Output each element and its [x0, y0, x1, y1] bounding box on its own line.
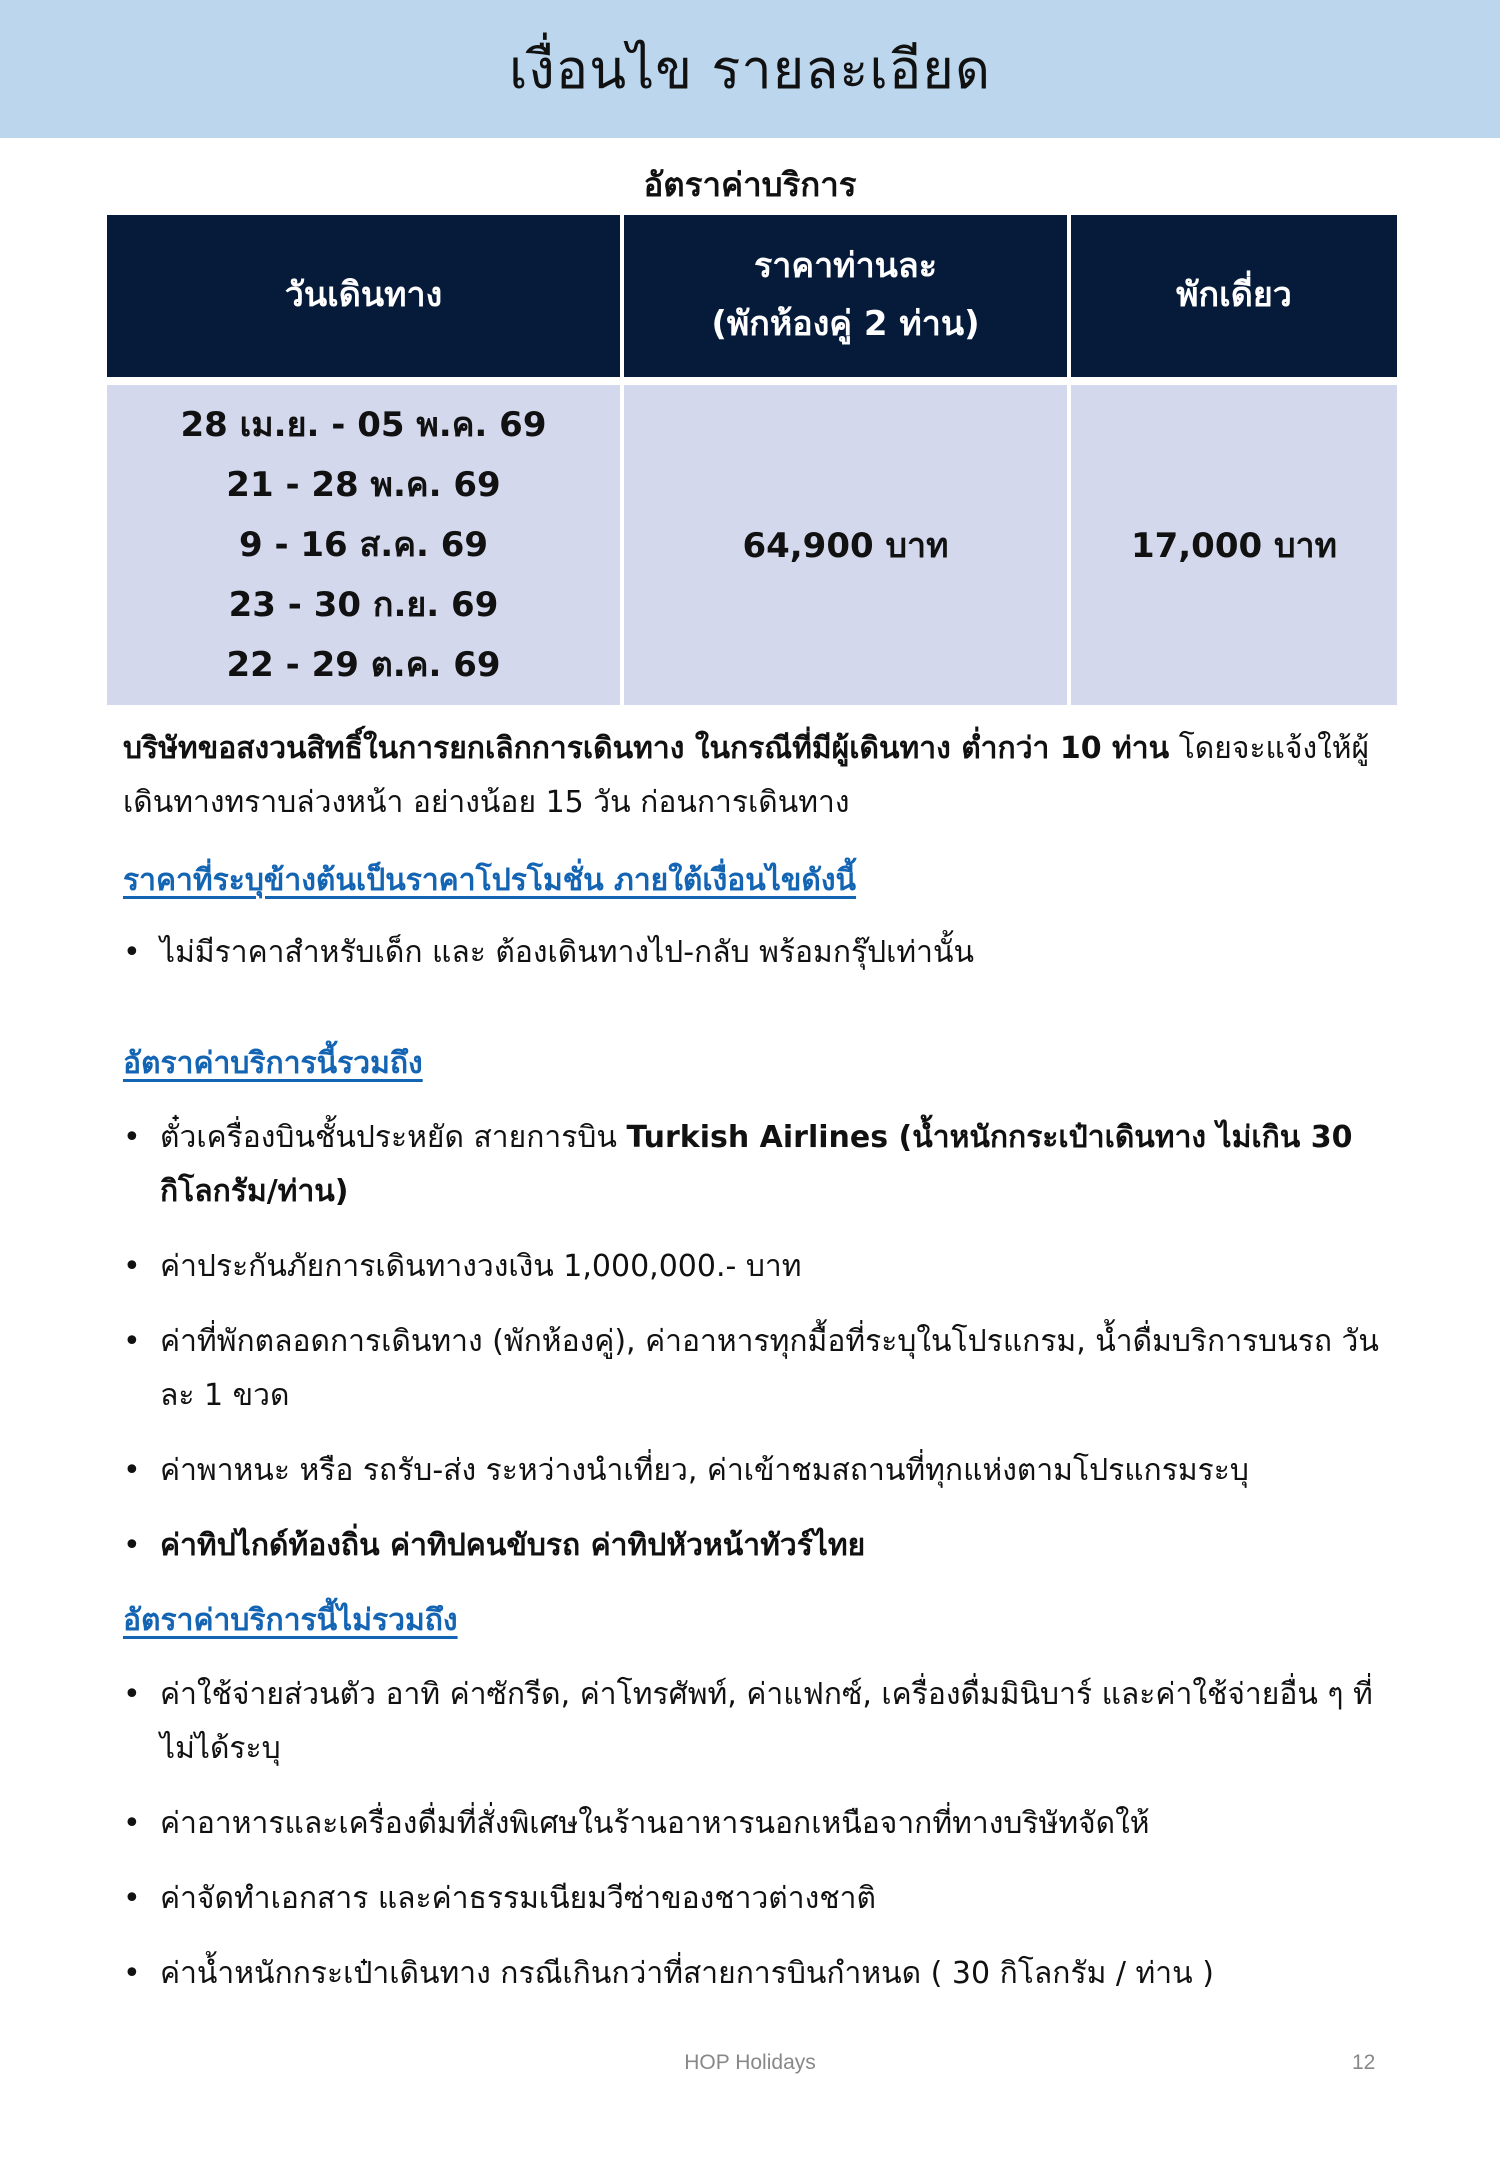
bullet-icon: • [123, 935, 141, 970]
cancellation-note [123, 722, 1393, 830]
header-price-line1: ราคาท่านละ [753, 246, 938, 287]
excludes-heading: อัตราค่าบริการนี้ไม่รวมถึง [123, 1603, 458, 1638]
promo-conditions-list [123, 926, 1393, 980]
list-item-text: ค่าที่พักตลอดการเดินทาง (พักห้องคู่), ค่าอาหารทุกมื้อที่ระบุในโปรแกรม, น้ำดื่มบริการบนรถ วันละ 1 ขวด [160, 1324, 1379, 1413]
cancellation-note-bold: บริษัทขอสงวนสิทธิ์ในการยกเลิกการเดินทาง ในกรณีที่มีผู้เดินทาง ต่ำกว่า 10 ท่าน [123, 731, 1170, 766]
list-item [123, 926, 1393, 980]
bullet-icon: • [123, 1528, 141, 1563]
bullet-icon: • [123, 1881, 141, 1916]
list-item [123, 1315, 1393, 1423]
list-item-text: ตั๋วเครื่องบินชั้นประหยัด สายการบิน [160, 1120, 627, 1155]
includes-heading: อัตราค่าบริการนี้รวมถึง [123, 1046, 423, 1081]
bullet-icon: • [123, 1249, 141, 1284]
header-price-line2: (พักห้องคู่ 2 ท่าน) [711, 304, 980, 344]
list-item [123, 1872, 1393, 1926]
travel-date: 21 - 28 พ.ค. 69 [226, 465, 501, 505]
travel-date: 28 เม.ย. - 05 พ.ค. 69 [180, 405, 547, 445]
list-item-text: ค่าใช้จ่ายส่วนตัว อาทิ ค่าซักรีด, ค่าโทรศัพท์, ค่าแฟกซ์, เครื่องดื่มมินิบาร์ และค่าใช้จ่ายอื่น ๆ ที่ไม่ได้ระบุ [160, 1677, 1373, 1766]
list-item [123, 1797, 1393, 1851]
bullet-icon: • [123, 1453, 141, 1488]
excludes-list [123, 1668, 1393, 2001]
bullet-icon: • [123, 1120, 141, 1155]
list-item [123, 1947, 1393, 2001]
rate-table-title: อัตราค่าบริการ [643, 165, 857, 204]
list-item [123, 1240, 1393, 1294]
footer-page-number: 12 [1352, 2051, 1376, 2074]
travel-date: 9 - 16 ส.ค. 69 [238, 525, 489, 565]
rate-table [103, 215, 1401, 705]
cancellation-note-text: โดยจะแจ้งให้ผู้เดินทางทราบล่วงหน้า อย่างน้อย 15 วัน ก่อนการเดินทาง [123, 731, 1370, 820]
rate-table-row [107, 377, 1397, 705]
header-travel-date: วันเดินทาง [107, 215, 620, 377]
terms-content [123, 722, 1393, 2001]
page-title: เงื่อนไข รายละเอียด [508, 38, 992, 101]
list-item-text: ค่าพาหนะ หรือ รถรับ-ส่ง ระหว่างนำเที่ยว, ค่าเข้าชมสถานที่ทุกแห่งตามโปรแกรมระบุ [160, 1453, 1249, 1488]
header-single-room: พักเดี่ยว [1071, 215, 1397, 377]
header-price-per-person [624, 215, 1067, 377]
rate-table-header-row [107, 215, 1397, 377]
list-item-text: ค่าอาหารและเครื่องดื่มที่สั่งพิเศษในร้านอาหารนอกเหนือจากที่ทางบริษัทจัดให้ [160, 1806, 1150, 1841]
list-item-text-bold: ค่าทิปไกด์ท้องถิ่น ค่าทิปคนขับรถ ค่าทิปหัวหน้าทัวร์ไทย [160, 1528, 866, 1563]
list-item-text: ค่าจัดทำเอกสาร และค่าธรรมเนียมวีซ่าของชาวต่างชาติ [160, 1881, 876, 1916]
bullet-icon: • [123, 1324, 141, 1359]
price-cell: 64,900 บาท [624, 377, 1067, 705]
header-banner [0, 0, 1500, 138]
list-item [123, 1111, 1393, 1219]
travel-dates-cell [107, 377, 620, 705]
list-item [123, 1519, 1393, 1573]
bullet-icon: • [123, 1677, 141, 1712]
travel-date: 23 - 30 ก.ย. 69 [228, 585, 499, 625]
bullet-icon: • [123, 1806, 141, 1841]
list-item-text: ไม่มีราคาสำหรับเด็ก และ ต้องเดินทางไป-กลับ พร้อมกรุ๊ปเท่านั้น [160, 935, 975, 970]
list-item [123, 1668, 1393, 1776]
travel-date: 22 - 29 ต.ค. 69 [226, 645, 501, 685]
list-item-text-bold: Turkish Airlines (น้ำหนักกระเป๋าเดินทาง ไม่เกิน 30 กิโลกรัม/ท่าน) [160, 1120, 1353, 1209]
list-item-text: ค่าน้ำหนักกระเป๋าเดินทาง กรณีเกินกว่าที่สายการบินกำหนด ( 30 กิโลกรัม / ท่าน ) [160, 1956, 1214, 1991]
promo-conditions-heading: ราคาที่ระบุข้างต้นเป็นราคาโปรโมชั่น ภายใต้เงื่อนไขดังนี้ [123, 863, 857, 898]
single-supplement-cell: 17,000 บาท [1071, 377, 1397, 705]
list-item [123, 1444, 1393, 1498]
bullet-icon: • [123, 1956, 141, 1991]
footer-company: HOP Holidays [684, 2051, 816, 2074]
includes-list [123, 1111, 1393, 1573]
list-item-text: ค่าประกันภัยการเดินทางวงเงิน 1,000,000.- บาท [160, 1249, 802, 1284]
